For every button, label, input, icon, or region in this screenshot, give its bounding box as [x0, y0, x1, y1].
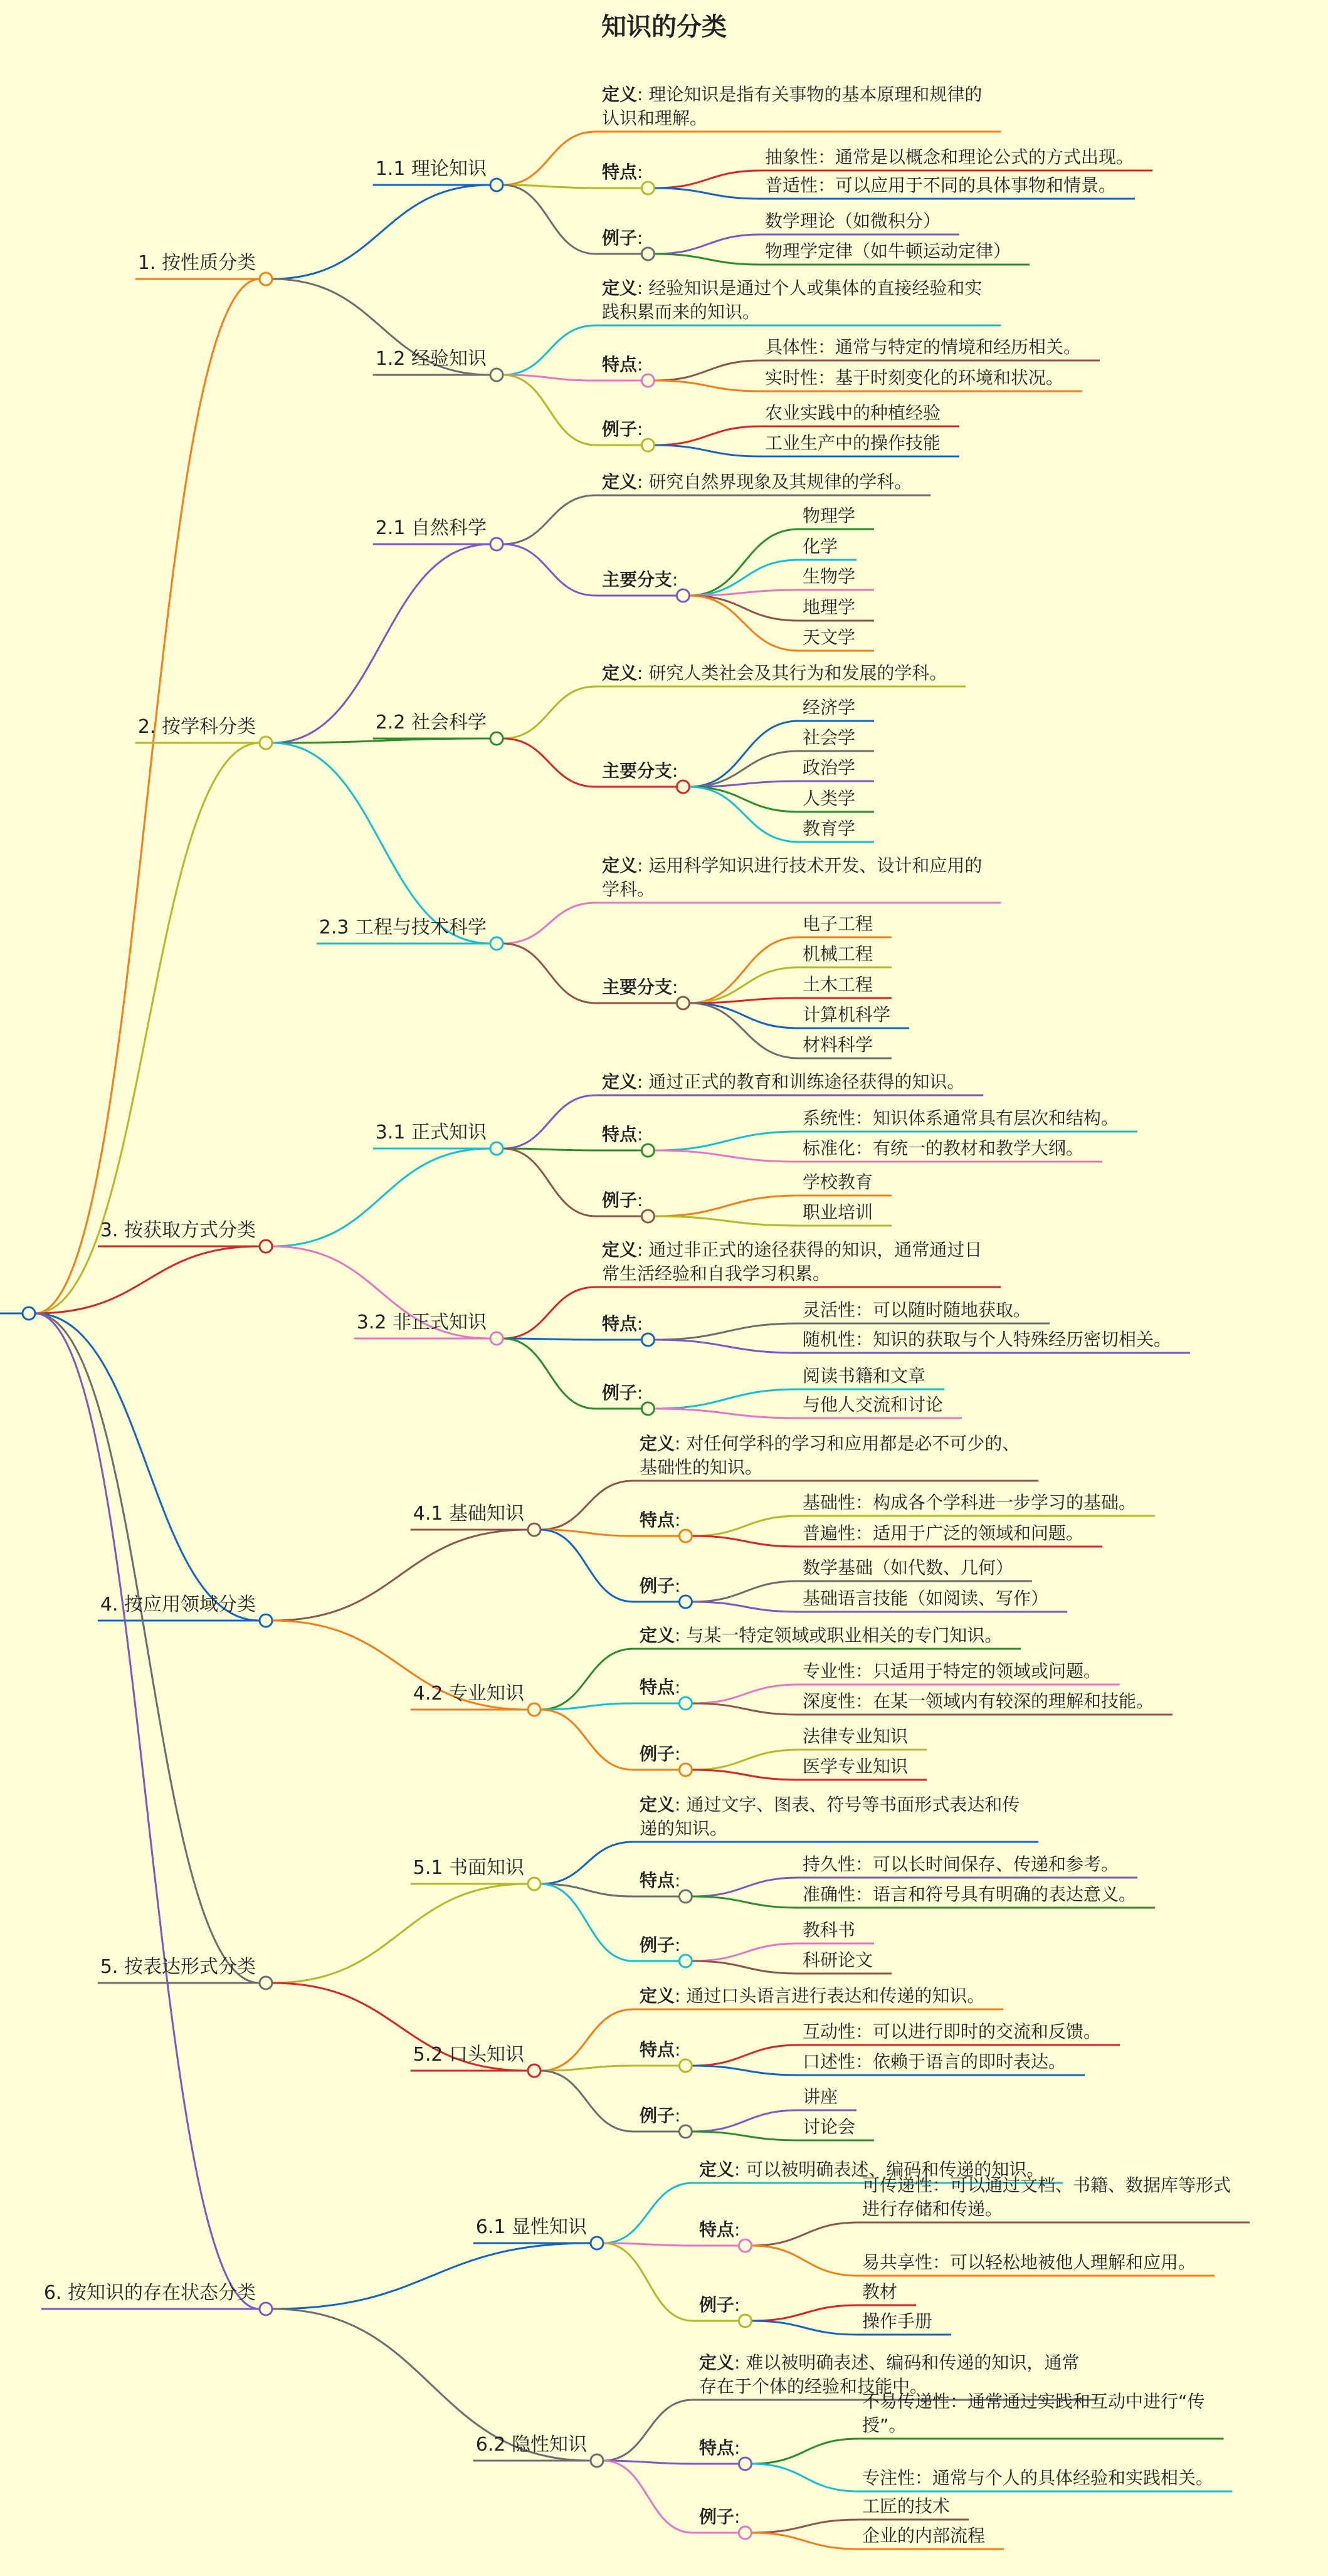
sub-3-2-group-2-item-2: 与他人交流和讨论	[803, 1394, 944, 1415]
sub-4-1-definition-colon: :	[675, 1433, 687, 1454]
sub-6-2-group-1-node[interactable]	[739, 2458, 751, 2470]
sub-4-1-group-1-item-1: 基础性：构成各个学科进一步学习的基础。	[803, 1492, 1137, 1513]
sub-5-2-definition-text: 通过口头语言进行表达和传递的知识。	[686, 1985, 985, 2006]
sub-5-2-group-1-node[interactable]	[679, 2059, 692, 2072]
sub-2-1-group-1	[602, 569, 678, 590]
sub-2-3-definition	[602, 855, 982, 876]
sub-2-1-definition-text: 研究自然界现象及其规律的学科。	[648, 471, 912, 492]
sub-1-1-definition-text: 理论知识是指有关事物的基本原理和规律的	[648, 84, 983, 105]
sub-1-1-definition-colon: :	[637, 84, 649, 105]
branch-3-label: 3. 按获取方式分类	[100, 1219, 256, 1241]
sub-3-1-label: 3.1 正式知识	[375, 1122, 487, 1143]
sub-1-1-group-1-item-1: 抽象性：通常是以概念和理论公式的方式出现。	[765, 147, 1134, 167]
branch-4-label: 4. 按应用领域分类	[100, 1594, 256, 1616]
sub-1-2-group-1-colon: :	[637, 354, 643, 375]
branch-1-label: 1. 按性质分类	[137, 252, 256, 274]
sub-2-3-definition-line-2: 学科。	[602, 879, 655, 900]
sub-2-3-node[interactable]	[490, 937, 503, 950]
sub-4-1-group-1-colon: :	[675, 1510, 681, 1530]
sub-6-1-node[interactable]	[591, 2237, 603, 2249]
sub-1-2-definition-text: 经验知识是通过个人或集体的直接经验和实	[648, 278, 983, 298]
sub-4-1-group-1-label: 特点	[640, 1510, 675, 1530]
sub-6-1-group-1-item-1: 可传递性：可以通过文档、书籍、数据库等形式	[862, 2175, 1231, 2195]
sub-1-2-label: 1.2 经验知识	[375, 348, 487, 370]
sub-4-2-group-1-label: 特点	[640, 1677, 675, 1698]
sub-2-3-group-1-item-4: 计算机科学	[803, 1004, 891, 1025]
sub-1-1-definition-label: 定义	[602, 84, 638, 105]
sub-4-2-group-2-item-2: 医学专业知识	[803, 1756, 909, 1777]
sub-2-3-group-1-node[interactable]	[677, 997, 689, 1009]
sub-2-2-definition	[602, 663, 947, 683]
sub-2-2-group-1-node[interactable]	[677, 781, 689, 793]
sub-3-2-definition-label: 定义	[602, 1239, 638, 1260]
sub-6-2-group-2-colon: :	[734, 2506, 740, 2527]
sub-5-1-node[interactable]	[528, 1878, 540, 1890]
sub-1-2-definition-line-2: 践积累而来的知识。	[602, 302, 761, 322]
sub-6-2-definition-colon: :	[734, 2352, 746, 2373]
sub-2-2-node[interactable]	[490, 732, 503, 745]
sub-3-2-group-1-item-1: 灵活性：可以随时随地获取。	[803, 1300, 1031, 1320]
sub-2-1-definition-label: 定义	[602, 471, 638, 492]
sub-4-1-group-2-node[interactable]	[679, 1596, 692, 1608]
sub-6-1-group-2-item-1: 教材	[862, 2281, 898, 2302]
branch-3-node[interactable]	[260, 1240, 272, 1253]
sub-5-1-group-1	[640, 1870, 680, 1891]
sub-2-3-group-1-label: 主要分支	[602, 977, 673, 997]
sub-4-1-group-2-colon: :	[675, 1575, 681, 1596]
sub-5-1-group-2-node[interactable]	[679, 1955, 692, 1967]
sub-6-1-group-1	[699, 2219, 740, 2240]
sub-6-2-group-1-item-2: 专注性：通常与个人的具体经验和实践相关。	[862, 2468, 1214, 2488]
sub-1-1-group-2-node[interactable]	[641, 248, 654, 260]
sub-4-2-group-1-colon: :	[675, 1677, 681, 1698]
sub-5-2-definition	[640, 1985, 984, 2006]
sub-5-2-group-1-colon: :	[675, 2039, 681, 2060]
sub-1-2-group-2-colon: :	[637, 419, 643, 439]
sub-2-1-definition	[602, 471, 912, 492]
sub-3-1-group-1-item-2: 标准化：有统一的教材和教学大纲。	[803, 1138, 1084, 1159]
sub-3-1-group-1-item-1: 系统性：知识体系通常具有层次和结构。	[803, 1108, 1119, 1128]
sub-6-1-definition-colon: :	[734, 2159, 746, 2180]
sub-1-2-group-2	[602, 419, 643, 439]
sub-1-1-group-2-label: 例子	[602, 228, 638, 248]
root-node[interactable]	[23, 1307, 35, 1320]
sub-5-1-definition-text: 通过文字、图表、符号等书面形式表达和传	[686, 1794, 1020, 1815]
sub-3-2-group-2-node[interactable]	[641, 1402, 654, 1415]
sub-4-2-group-1	[640, 1677, 680, 1698]
sub-1-1-definition	[602, 84, 982, 105]
map-title: 知识的分类	[601, 13, 727, 41]
sub-4-1-group-2-item-2: 基础语言技能（如阅读、写作）	[803, 1588, 1049, 1609]
sub-1-2-group-1-item-2: 实时性：基于时刻变化的环境和状况。	[765, 367, 1064, 388]
sub-5-1-group-2	[640, 1935, 680, 1955]
sub-3-1-group-2-label: 例子	[602, 1190, 638, 1211]
sub-2-1-group-1-colon: :	[672, 569, 678, 590]
sub-2-3-definition-colon: :	[637, 855, 649, 876]
sub-1-1-group-1	[602, 162, 643, 182]
sub-5-2-group-1-item-1: 互动性：可以进行即时的交流和反馈。	[803, 2021, 1102, 2042]
sub-3-1-node[interactable]	[490, 1142, 503, 1155]
sub-1-2-definition-label: 定义	[602, 278, 638, 298]
sub-3-1-group-1-colon: :	[637, 1124, 643, 1145]
sub-6-1-group-2-label: 例子	[699, 2295, 735, 2315]
sub-1-2-group-1-label: 特点	[602, 354, 638, 375]
sub-2-2-group-1-item-3: 政治学	[803, 757, 856, 778]
sub-1-1-group-1-label: 特点	[602, 162, 638, 182]
sub-1-2-group-2-node[interactable]	[641, 439, 654, 451]
sub-6-2-definition-label: 定义	[699, 2352, 735, 2373]
sub-4-1-node[interactable]	[528, 1523, 540, 1536]
sub-6-2-definition	[699, 2352, 1079, 2373]
branch-1-node[interactable]	[260, 273, 272, 285]
sub-5-2-group-2-colon: :	[675, 2105, 681, 2126]
sub-2-1-group-1-item-5: 天文学	[803, 627, 856, 648]
sub-5-1-group-1-label: 特点	[640, 1870, 675, 1891]
sub-2-3-definition-text: 运用科学知识进行技术开发、设计和应用的	[648, 855, 983, 876]
sub-3-2-group-1-label: 特点	[602, 1313, 638, 1334]
branch-5-label: 5. 按表达形式分类	[100, 1956, 256, 1978]
branch-2-node[interactable]	[260, 737, 272, 749]
sub-3-1-group-2-node[interactable]	[641, 1210, 654, 1222]
sub-4-2-group-2-item-1: 法律专业知识	[803, 1726, 909, 1747]
sub-6-2-group-1-item-1-line-2: 授”。	[862, 2415, 907, 2436]
sub-6-2-label: 6.2 隐性知识	[475, 2434, 587, 2456]
sub-3-1-group-2-colon: :	[637, 1190, 643, 1211]
sub-6-1-group-1-item-1-line-2: 进行存储和传递。	[862, 2199, 1003, 2219]
sub-5-1-group-2-item-1: 教科书	[803, 1920, 856, 1940]
sub-3-2-group-2	[602, 1382, 643, 1403]
sub-3-1-group-2-item-2: 职业培训	[803, 1202, 873, 1222]
sub-5-2-group-2-item-2: 讨论会	[803, 2116, 856, 2137]
sub-5-1-definition-label: 定义	[640, 1794, 675, 1815]
sub-6-2-definition-text: 难以被明确表述、编码和传递的知识，通常	[746, 2352, 1080, 2373]
sub-3-1-definition-label: 定义	[602, 1071, 638, 1092]
sub-4-2-label: 4.2 专业知识	[413, 1683, 524, 1705]
sub-5-2-group-2-node[interactable]	[679, 2125, 692, 2138]
sub-1-2-group-1-node[interactable]	[641, 374, 654, 387]
sub-4-2-group-2-colon: :	[675, 1743, 681, 1764]
sub-2-1-group-1-item-2: 化学	[803, 536, 838, 557]
sub-4-2-group-1-node[interactable]	[679, 1697, 692, 1710]
sub-2-1-label: 2.1 自然科学	[375, 517, 487, 539]
sub-6-1-definition-label: 定义	[699, 2159, 735, 2180]
sub-5-1-group-2-colon: :	[675, 1935, 681, 1955]
sub-5-1-group-1-node[interactable]	[679, 1890, 692, 1903]
sub-2-3-group-1-item-3: 土木工程	[803, 974, 873, 995]
sub-1-2-node[interactable]	[490, 369, 503, 381]
sub-3-2-group-1-colon: :	[637, 1313, 643, 1334]
sub-5-1-group-1-item-1: 持久性：可以长时间保存、传递和参考。	[803, 1854, 1119, 1874]
sub-6-2-definition-line-2: 存在于个体的经验和技能中。	[699, 2376, 928, 2397]
sub-4-1-group-2-item-1: 数学基础（如代数、几何）	[803, 1557, 1014, 1578]
sub-1-2-definition	[602, 278, 982, 298]
branch-6-label: 6. 按知识的存在状态分类	[43, 2282, 256, 2304]
sub-5-2-definition-label: 定义	[640, 1985, 675, 2006]
sub-1-2-definition-colon: :	[637, 278, 649, 298]
sub-3-2-group-2-colon: :	[637, 1382, 643, 1403]
sub-6-1-group-2-item-2: 操作手册	[862, 2311, 933, 2332]
sub-1-2-group-2-item-2: 工业生产中的操作技能	[765, 433, 941, 453]
sub-5-2-node[interactable]	[528, 2064, 540, 2077]
sub-3-1-group-1	[602, 1124, 643, 1145]
sub-2-3-group-1-colon: :	[672, 977, 678, 997]
sub-2-2-group-1-item-5: 教育学	[803, 818, 856, 839]
sub-2-2-group-1-item-1: 经济学	[803, 697, 856, 718]
sub-4-1-definition-label: 定义	[640, 1433, 675, 1454]
sub-2-3-definition-label: 定义	[602, 855, 638, 876]
sub-5-2-group-1-label: 特点	[640, 2039, 675, 2060]
sub-2-3-label: 2.3 工程与技术科学	[319, 917, 487, 938]
sub-4-1-definition-line-2: 基础性的知识。	[640, 1457, 763, 1478]
sub-3-1-group-2	[602, 1190, 643, 1211]
sub-3-2-group-1-node[interactable]	[641, 1333, 654, 1346]
sub-5-2-group-2	[640, 2105, 680, 2126]
sub-2-1-group-1-item-3: 生物学	[803, 566, 856, 587]
sub-1-1-group-1-node[interactable]	[641, 182, 654, 194]
sub-3-1-definition	[602, 1071, 964, 1092]
sub-2-2-group-1	[602, 760, 678, 781]
sub-2-2-definition-colon: :	[637, 663, 649, 683]
sub-2-2-definition-text: 研究人类社会及其行为和发展的学科。	[648, 663, 947, 683]
sub-2-1-node[interactable]	[490, 538, 503, 550]
sub-6-1-group-1-node[interactable]	[739, 2239, 751, 2252]
sub-2-2-group-1-item-2: 社会学	[803, 727, 856, 748]
sub-4-2-group-1-item-1: 专业性：只适用于特定的领域或问题。	[803, 1661, 1102, 1681]
sub-1-1-group-2-colon: :	[637, 228, 643, 248]
sub-2-3-group-1-item-5: 材料科学	[803, 1034, 873, 1055]
sub-6-2-group-1-item-1: 不易传递性：通常通过实践和互动中进行“传	[862, 2391, 1205, 2412]
sub-5-2-definition-colon: :	[675, 1985, 687, 2006]
sub-2-1-group-1-label: 主要分支	[602, 569, 673, 590]
sub-6-2-group-1	[699, 2437, 740, 2458]
sub-5-1-definition-colon: :	[675, 1794, 687, 1815]
sub-4-2-group-2	[640, 1743, 680, 1764]
sub-1-1-group-2-item-1: 数学理论（如微积分）	[765, 211, 941, 231]
sub-3-1-definition-text: 通过正式的教育和训练途径获得的知识。	[648, 1071, 965, 1092]
sub-2-1-group-1-item-1: 物理学	[803, 505, 856, 526]
sub-2-1-group-1-node[interactable]	[677, 589, 689, 602]
sub-4-1-group-1-node[interactable]	[679, 1530, 692, 1542]
sub-6-2-node[interactable]	[591, 2454, 603, 2467]
sub-1-1-group-2-item-2: 物理学定律（如牛顿运动定律）	[765, 241, 1011, 261]
sub-6-2-group-2	[699, 2506, 740, 2527]
sub-3-1-group-1-node[interactable]	[641, 1144, 654, 1157]
sub-5-2-group-2-label: 例子	[640, 2105, 675, 2126]
sub-1-1-group-1-colon: :	[637, 162, 643, 182]
sub-4-2-definition-colon: :	[675, 1625, 687, 1646]
sub-2-2-group-1-item-4: 人类学	[803, 788, 856, 809]
sub-4-2-definition-text: 与某一特定领域或职业相关的专门知识。	[686, 1625, 1003, 1646]
sub-3-1-group-1-label: 特点	[602, 1124, 638, 1145]
sub-2-3-group-1	[602, 977, 678, 997]
sub-5-1-group-2-item-2: 科研论文	[803, 1950, 873, 1970]
sub-5-1-group-1-colon: :	[675, 1870, 681, 1891]
branch-5-node[interactable]	[260, 1977, 272, 1989]
sub-3-2-node[interactable]	[490, 1332, 503, 1345]
sub-3-2-group-1	[602, 1313, 643, 1334]
sub-4-2-definition-label: 定义	[640, 1625, 675, 1646]
sub-5-1-definition	[640, 1794, 1020, 1815]
sub-5-1-label: 5.1 书面知识	[413, 1857, 524, 1879]
sub-1-2-group-1-item-1: 具体性：通常与特定的情境和经历相关。	[765, 337, 1082, 357]
branch-4-node[interactable]	[260, 1614, 272, 1627]
sub-1-1-label: 1.1 理论知识	[375, 158, 487, 180]
sub-3-2-definition-text: 通过非正式的途径获得的知识，通常通过日	[648, 1239, 983, 1260]
sub-6-1-label: 6.1 显性知识	[475, 2216, 587, 2238]
sub-2-2-definition-label: 定义	[602, 663, 638, 683]
sub-4-1-definition	[640, 1433, 1020, 1454]
sub-1-2-group-2-item-1: 农业实践中的种植经验	[765, 402, 941, 423]
sub-6-1-group-1-item-2: 易共享性：可以轻松地被他人理解和应用。	[862, 2252, 1196, 2273]
sub-5-2-label: 5.2 口头知识	[413, 2044, 524, 2066]
sub-6-2-group-2-item-2: 企业的内部流程	[862, 2525, 986, 2546]
sub-6-1-group-1-colon: :	[734, 2219, 740, 2240]
sub-2-3-group-1-item-1: 电子工程	[803, 913, 873, 934]
sub-3-2-definition	[602, 1239, 982, 1260]
sub-4-1-definition-text: 对任何学科的学习和应用都是必不可少的、	[686, 1433, 1020, 1454]
sub-3-2-group-2-label: 例子	[602, 1382, 638, 1403]
sub-3-1-definition-colon: :	[637, 1071, 649, 1092]
sub-3-2-label: 3.2 非正式知识	[356, 1312, 487, 1333]
sub-1-1-group-1-item-2: 普适性：可以应用于不同的具体事物和情景。	[765, 175, 1117, 196]
sub-5-2-group-1	[640, 2039, 680, 2060]
sub-3-2-group-2-item-1: 阅读书籍和文章	[803, 1365, 926, 1386]
sub-4-2-group-2-label: 例子	[640, 1743, 675, 1764]
sub-4-1-group-1	[640, 1510, 680, 1530]
sub-2-2-group-1-label: 主要分支	[602, 760, 673, 781]
sub-6-1-group-2	[699, 2295, 740, 2315]
sub-4-1-group-1-item-2: 普遍性：适用于广泛的领域和问题。	[803, 1523, 1084, 1543]
sub-4-1-group-2-label: 例子	[640, 1575, 675, 1596]
sub-3-2-definition-colon: :	[637, 1239, 649, 1260]
sub-5-1-definition-line-2: 递的知识。	[640, 1818, 728, 1839]
sub-6-2-group-2-node[interactable]	[739, 2526, 751, 2539]
sub-3-2-definition-line-2: 常生活经验和自我学习积累。	[602, 1263, 831, 1284]
sub-2-1-definition-colon: :	[637, 471, 649, 492]
sub-6-1-group-1-label: 特点	[699, 2219, 735, 2240]
sub-4-2-group-1-item-2: 深度性：在某一领域内有较深的理解和技能。	[803, 1691, 1154, 1711]
sub-1-2-group-1	[602, 354, 643, 375]
sub-2-1-group-1-item-4: 地理学	[803, 597, 856, 618]
sub-6-1-definition-text: 可以被明确表述、编码和传递的知识。	[746, 2159, 1045, 2180]
sub-5-2-group-1-item-2: 口述性：依赖于语言的即时表达。	[803, 2051, 1067, 2072]
sub-5-1-group-2-label: 例子	[640, 1935, 675, 1955]
sub-4-2-group-2-node[interactable]	[679, 1764, 692, 1776]
sub-6-2-group-1-label: 特点	[699, 2437, 735, 2458]
sub-4-1-label: 4.1 基础知识	[413, 1503, 524, 1525]
sub-6-1-group-2-node[interactable]	[739, 2315, 751, 2327]
sub-1-1-group-2	[602, 228, 643, 248]
sub-1-1-definition-line-2: 认识和理解。	[602, 108, 708, 129]
sub-2-2-group-1-colon: :	[672, 760, 678, 781]
sub-2-2-label: 2.2 社会科学	[375, 712, 487, 733]
branch-2-label: 2. 按学科分类	[137, 716, 256, 738]
sub-4-2-definition	[640, 1625, 1002, 1646]
branch-6-node[interactable]	[260, 2303, 272, 2315]
sub-6-2-group-2-item-1: 工匠的技术	[862, 2496, 951, 2516]
sub-4-2-node[interactable]	[528, 1703, 540, 1716]
sub-6-1-group-2-colon: :	[734, 2295, 740, 2315]
sub-2-3-group-1-item-2: 机械工程	[803, 944, 873, 964]
sub-3-2-group-1-item-2: 随机性：知识的获取与个人特殊经历密切相关。	[803, 1329, 1172, 1350]
sub-4-1-group-2	[640, 1575, 680, 1596]
sub-3-1-group-2-item-1: 学校教育	[803, 1172, 873, 1192]
sub-6-2-group-1-colon: :	[734, 2437, 740, 2458]
sub-5-2-group-2-item-1: 讲座	[803, 2086, 838, 2107]
sub-6-2-group-2-label: 例子	[699, 2506, 735, 2527]
sub-1-1-node[interactable]	[490, 179, 503, 191]
sub-1-2-group-2-label: 例子	[602, 419, 638, 439]
sub-5-1-group-1-item-2: 准确性：语言和符号具有明确的表达意义。	[803, 1884, 1137, 1905]
